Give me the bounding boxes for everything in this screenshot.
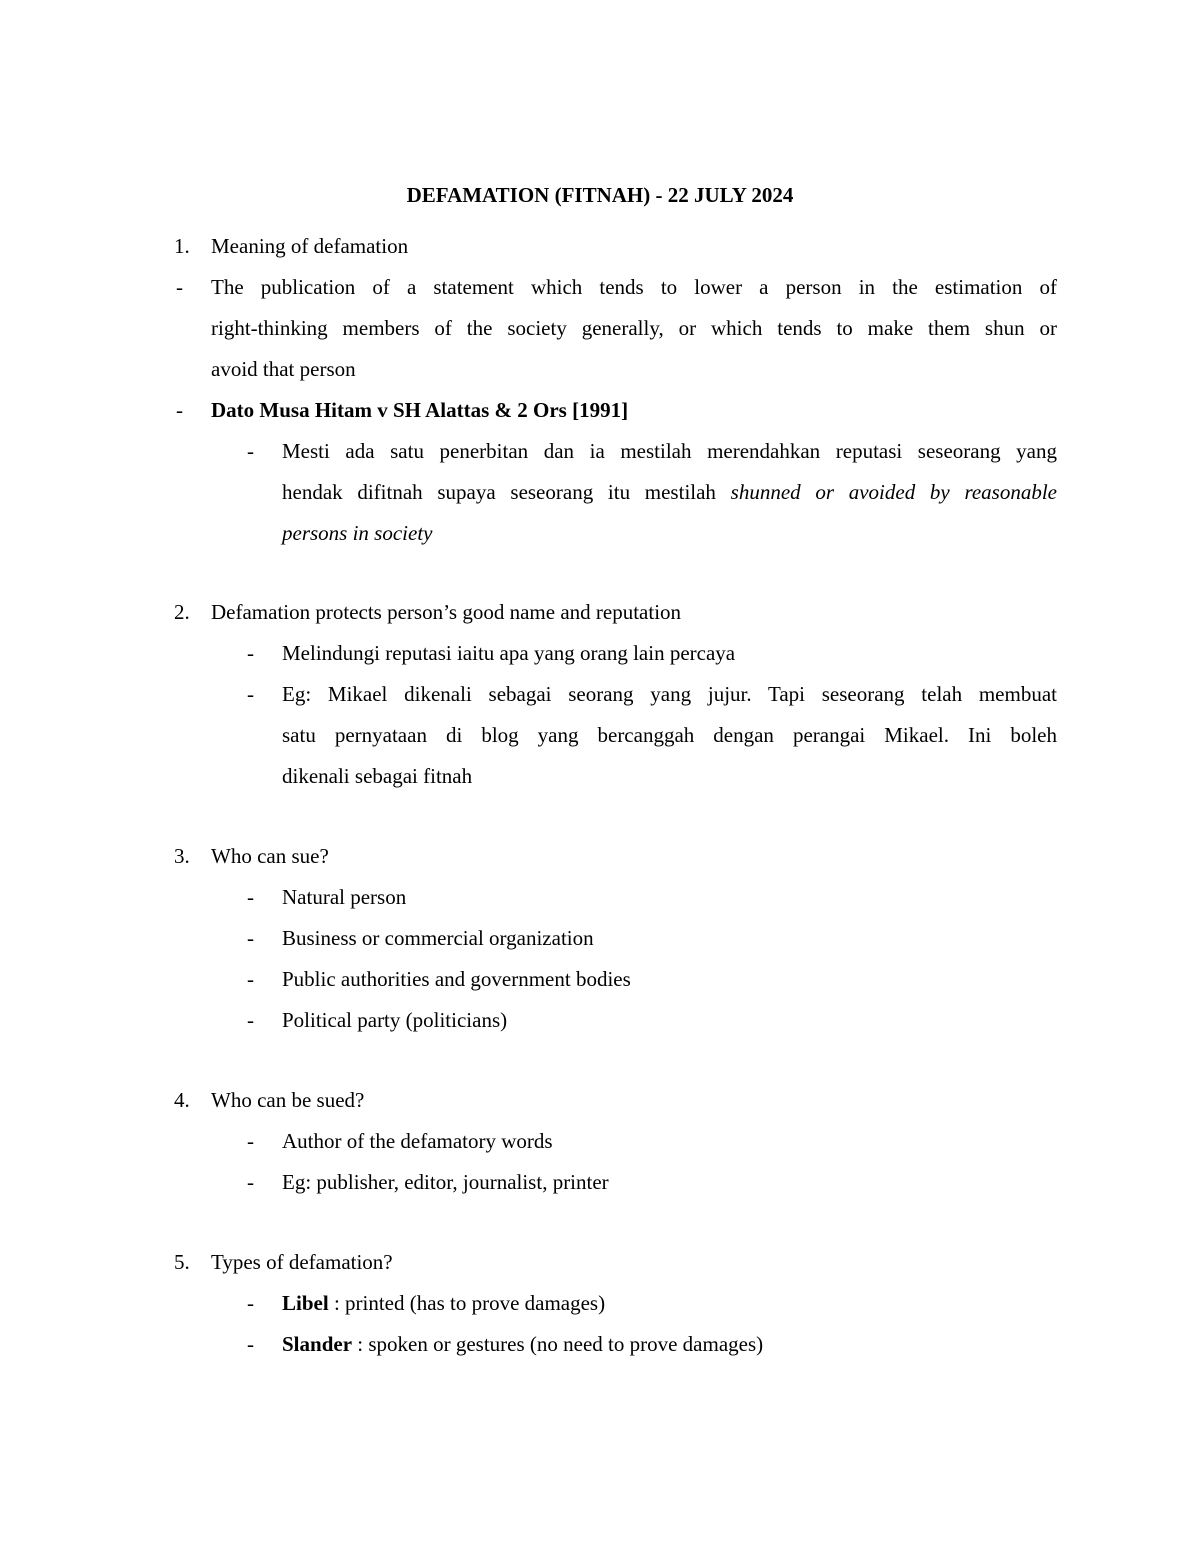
type-term: Slander [282,1332,353,1356]
section-number: 5. [174,1250,190,1274]
bullet-dash: - [247,1129,254,1153]
case-note-line [282,478,1057,506]
list-item: Author of the defamatory words [282,1129,553,1153]
list-item [282,1330,1057,1358]
bullet-dash: - [247,967,254,991]
section-number: 1. [174,234,190,258]
section-number: 2. [174,600,190,624]
bullet-dash: - [247,885,254,909]
definition-line: The publication of a statement which tends to lower a person in the estimation of [211,275,1057,299]
case-name: Dato Musa Hitam v SH Alattas & 2 Ors [1991] [211,398,629,422]
example-line: satu pernyataan di blog yang bercanggah dengan perangai Mikael. Ini boleh [282,723,1057,747]
bullet-dash: - [247,1008,254,1032]
case-note-italic: shunned or avoided by reasonable [730,480,1057,504]
section-number: 4. [174,1088,190,1112]
definition-line: right-thinking members of the society generally, or which tends to make them shun or [211,316,1057,340]
document-title: DEFAMATION (FITNAH) - 22 JULY 2024 [406,183,794,207]
list-item: Business or commercial organization [282,926,594,950]
bullet-dash: - [247,1291,254,1315]
section-heading: Types of defamation? [211,1250,393,1274]
type-description: : printed (has to prove damages) [328,1291,606,1315]
list-item: Melindungi reputasi iaitu apa yang orang lain percaya [282,641,736,665]
section-heading: Who can sue? [211,844,329,868]
bullet-dash: - [247,641,254,665]
example-line: Eg: Mikael dikenali sebagai seorang yang jujur. Tapi seseorang telah membuat [282,682,1057,706]
bullet-dash: - [176,275,183,299]
example-line: dikenali sebagai fitnah [282,764,473,788]
list-item: Public authorities and government bodies [282,967,631,991]
bullet-dash: - [247,926,254,950]
bullet-dash: - [247,1170,254,1194]
bullet-dash: - [247,439,254,463]
section-heading: Defamation protects person’s good name and reputation [211,600,682,624]
bullet-dash: - [247,1332,254,1356]
section-number: 3. [174,844,190,868]
section-heading: Who can be sued? [211,1088,365,1112]
list-item: Eg: publisher, editor, journalist, printer [282,1170,609,1194]
list-item: Natural person [282,885,407,909]
case-note-line: Mesti ada satu penerbitan dan ia mestilah merendahkan reputasi seseorang yang [282,439,1057,463]
case-note-plain: hendak difitnah supaya seseorang itu mestilah [282,480,731,504]
bullet-dash: - [176,398,183,422]
bullet-dash: - [247,682,254,706]
definition-line: avoid that person [211,357,356,381]
list-item: Political party (politicians) [282,1008,508,1032]
section-heading: Meaning of defamation [211,234,409,258]
case-note-line: persons in society [282,521,433,545]
list-item [282,1289,1057,1317]
type-term: Libel [282,1291,329,1315]
type-description: : spoken or gestures (no need to prove damages) [352,1332,764,1356]
